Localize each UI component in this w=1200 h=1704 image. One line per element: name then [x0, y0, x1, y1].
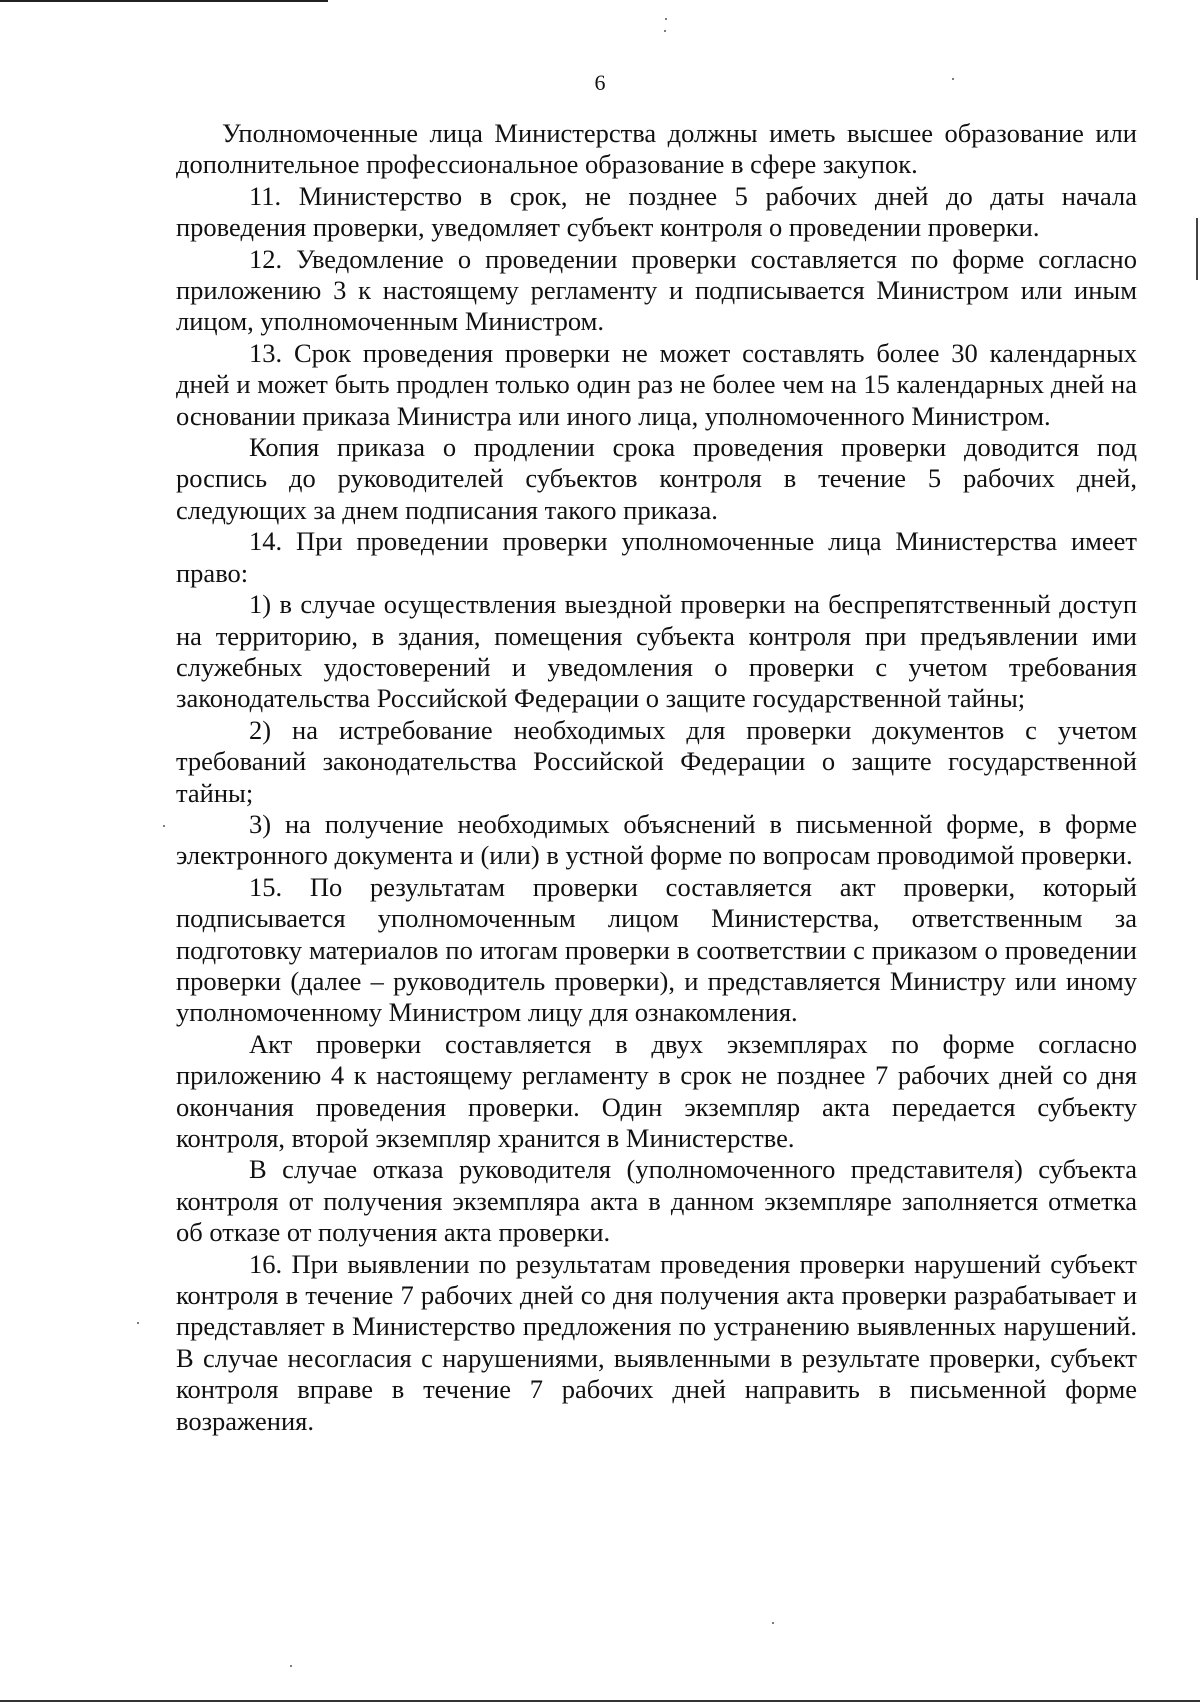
paragraph-13-inspection-duration: 13. Срок проведения проверки не может составлять более 30 календарных дней и может быть продлен только один раз не более чем на 15 календарных дней на основании приказа Министра или иного лица, уполномоченного Министром.	[176, 337, 1137, 431]
scan-border-right	[1196, 218, 1198, 280]
scan-speck	[290, 1665, 292, 1667]
document-body	[176, 118, 1137, 1437]
paragraph-14-item-1-access: 1) в случае осуществления выездной проверки на беспрепятственный доступ на территорию, в здания, помещения субъекта контроля при предъявлении ими служебных удостоверений и уведомления о проверки с учетом требования законодательства Российской Федерации о защите государственной тайны;	[176, 589, 1137, 714]
scan-speck	[137, 1322, 139, 1324]
paragraph-12-notification-form: 12. Уведомление о проведении проверки составляется по форме согласно приложению 3 к настоящему регламенту и подписывается Министром или иным лицом, уполномоченным Министром.	[176, 243, 1137, 337]
paragraph-act-copies: Акт проверки составляется в двух экземплярах по форме согласно приложению 4 к настоящему регламенту в срок не позднее 7 рабочих дней со дня окончания проведения проверки. Один экземпляр акта передается субъекту контроля, второй экземпляр хранится в Министерстве.	[176, 1028, 1137, 1153]
paragraph-qualifications: Уполномоченные лица Министерства должны иметь высшее образование или дополнительное профессиональное образование в сфере закупок.	[176, 118, 1137, 180]
scan-speck	[772, 1622, 774, 1624]
paragraph-14-rights: 14. При проведении проверки уполномоченные лица Министерства имеет право:	[176, 526, 1137, 588]
paragraph-extension-order-copy: Копия приказа о продлении срока проведения проверки доводится под роспись до руководителей субъектов контроля в течение 5 рабочих дней, следующих за днем подписания такого приказа.	[176, 432, 1137, 525]
paragraph-15-inspection-act: 15. По результатам проверки составляется акт проверки, который подписывается уполномоченным лицом Министерства, ответственным за подготовку материалов по итогам проверки в соответствии с приказом о проведении проверки (далее – руководитель проверки), и представляется Министру или иному уполномоченному Министром лицу для ознакомления.	[176, 871, 1137, 1028]
scan-border-top	[0, 0, 328, 2]
scan-speck	[163, 825, 165, 827]
paragraph-14-item-3-explanations: 3) на получение необходимых объяснений в письменной форме, в форме электронного документа и (или) в устной форме по вопросам проводимой проверки.	[176, 808, 1137, 871]
scan-speck	[665, 18, 667, 20]
paragraph-16-violations: 16. При выявлении по результатам проведения проверки нарушений субъект контроля в течение 7 рабочих дней со дня получения акта проверки разрабатывает и представляет в Министерство предложения по устранению выявленных нарушений. В случае несогласия с нарушениями, выявленными в результате проверки, субъект контроля вправе в течение 7 рабочих дней направить в письменной форме возражения.	[176, 1248, 1137, 1436]
paragraph-14-item-2-documents: 2) на истребование необходимых для проверки документов с учетом требований законодательства Российской Федерации о защите государственной тайны;	[176, 714, 1137, 808]
paragraph-11-notification-deadline: 11. Министерство в срок, не позднее 5 рабочих дней до даты начала проведения проверки, уведомляет субъект контроля о проведении проверки.	[176, 180, 1137, 243]
page-number: 6	[594, 70, 606, 95]
paragraph-refusal-mark: В случае отказа руководителя (уполномоченного представителя) субъекта контроля от получения экземпляра акта в данном экземпляре заполняется отметка об отказе от получения акта проверки.	[176, 1154, 1137, 1248]
scan-speck	[664, 30, 666, 32]
scan-border-bottom	[0, 1700, 1200, 1702]
